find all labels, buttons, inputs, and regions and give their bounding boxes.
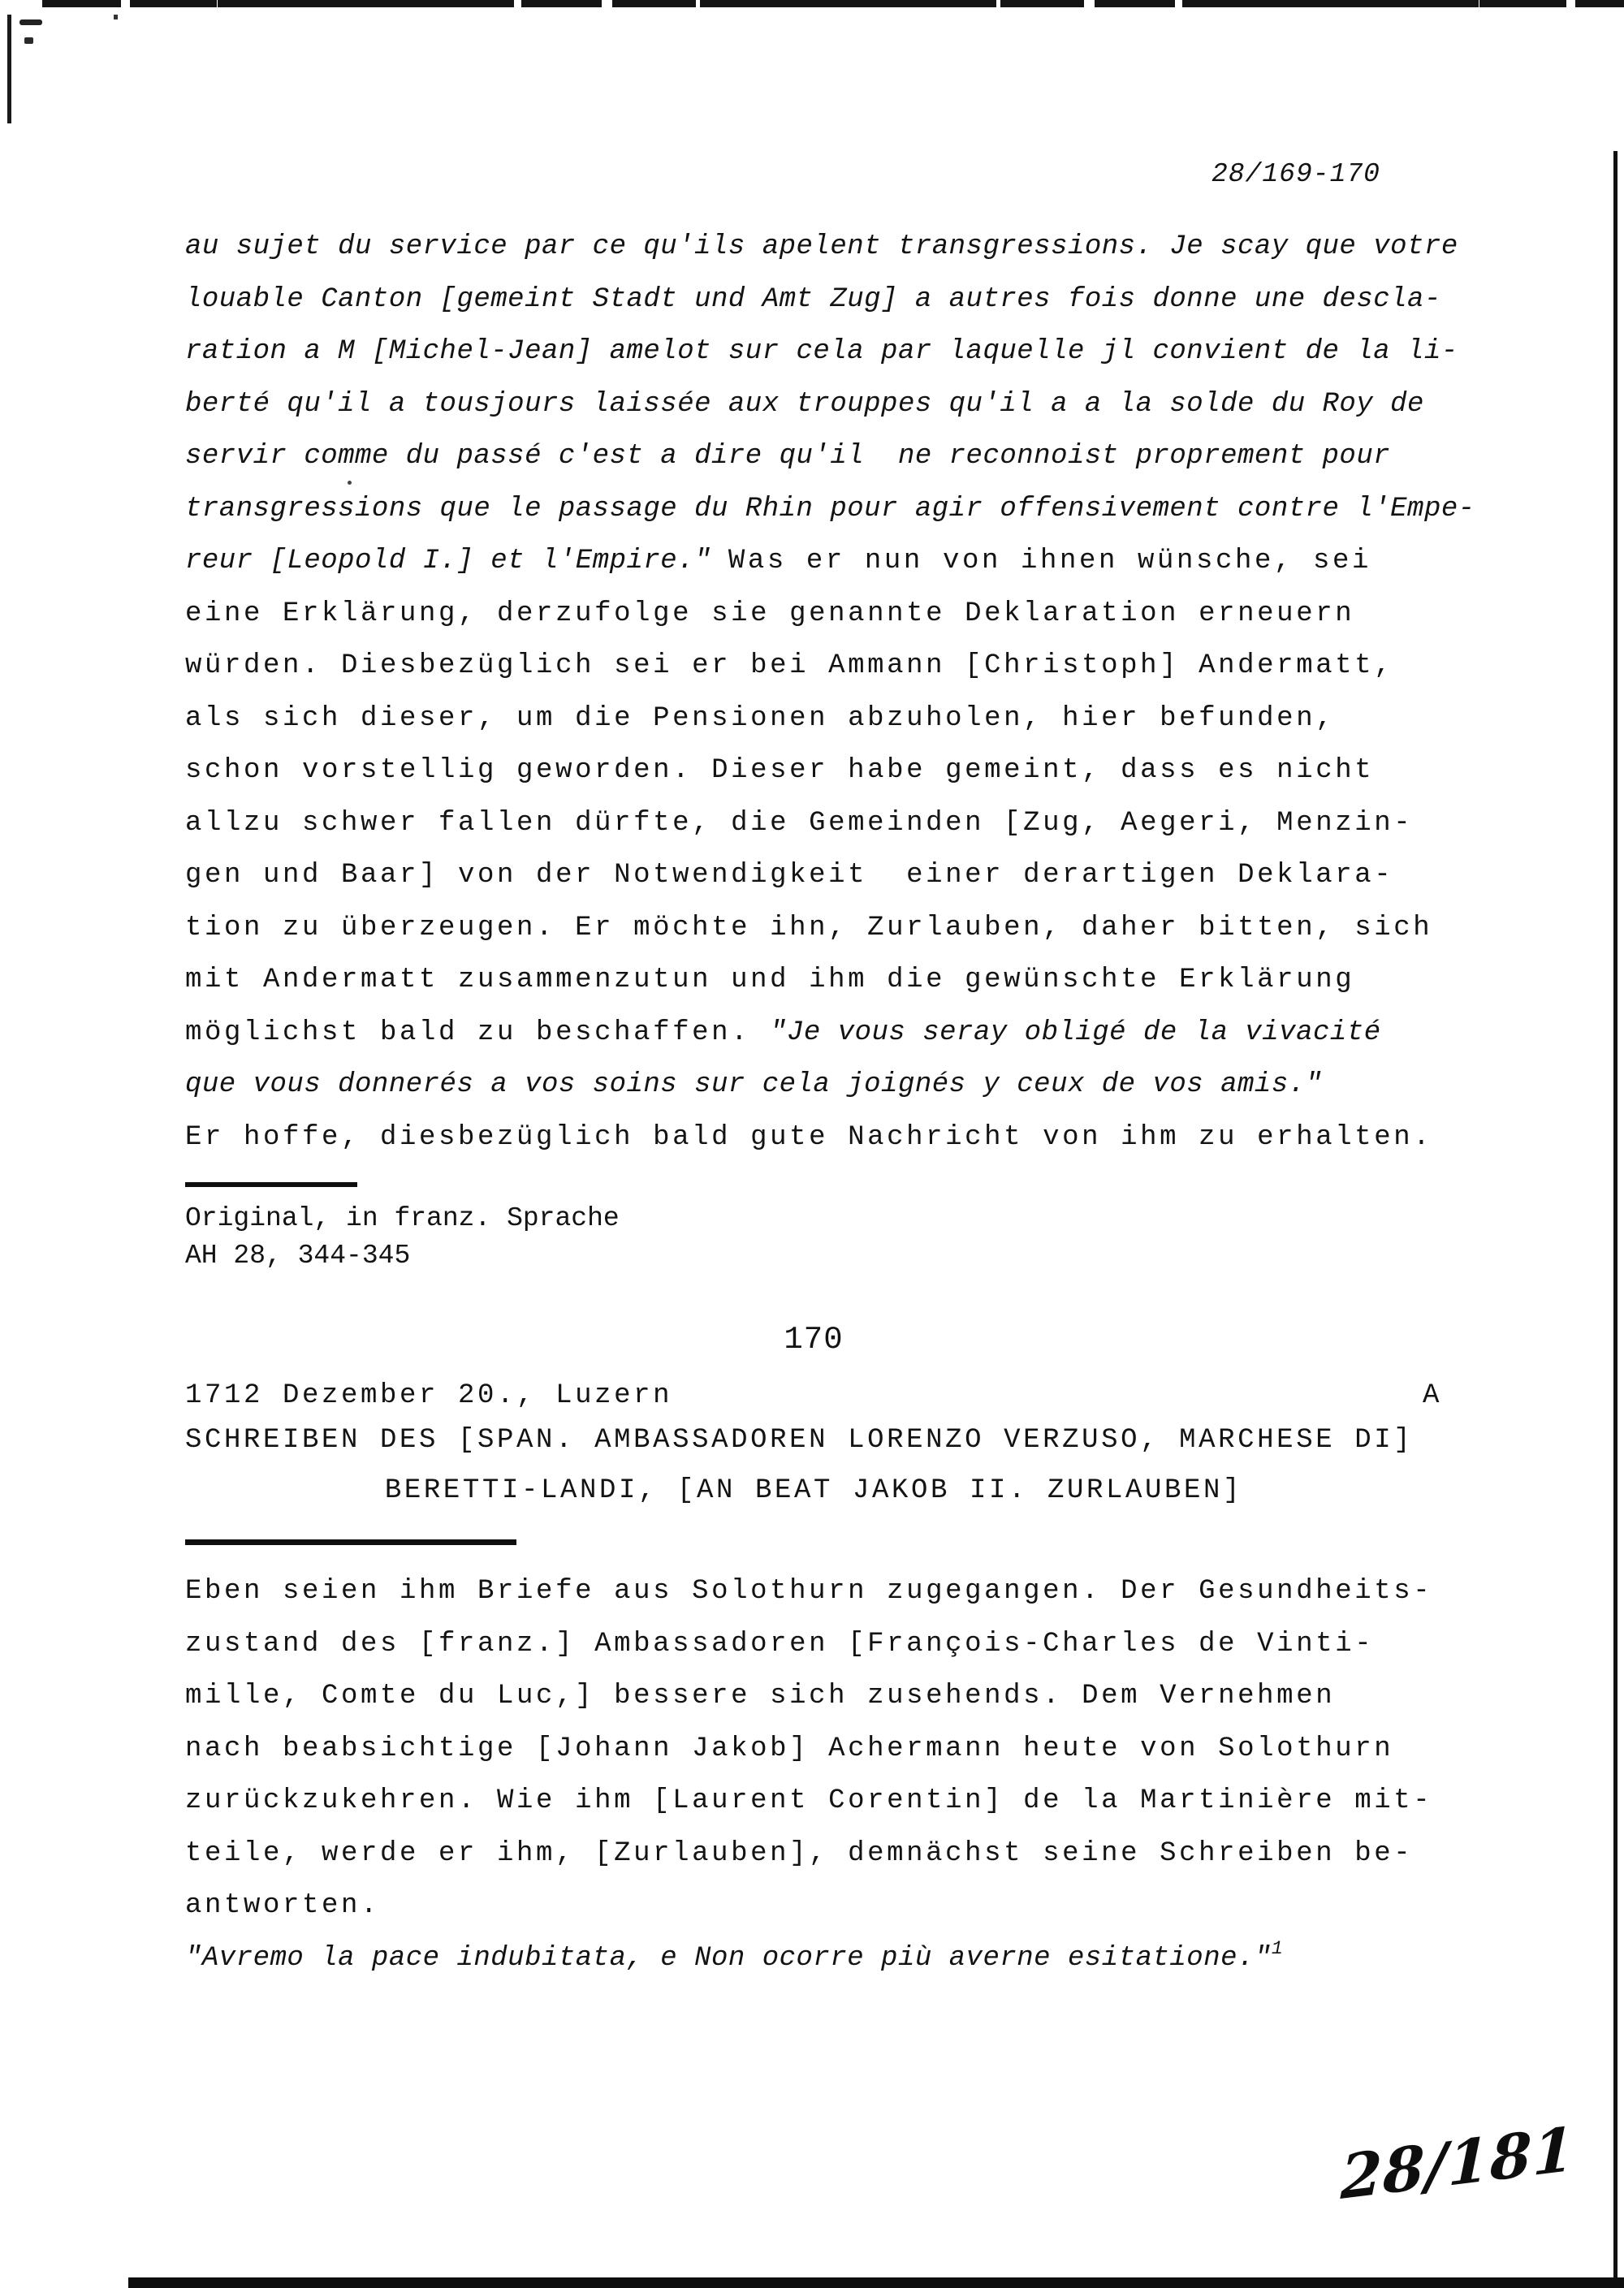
- footnote-mark: 1: [1271, 1937, 1284, 1959]
- text-line: [185, 1932, 1472, 1985]
- text-line: [185, 1112, 1472, 1164]
- text-line: [185, 745, 1472, 797]
- text-segment: "Avremo la pace indubitata, e Non ocorre più averne esitatione.": [185, 1942, 1272, 1974]
- source-note-line: Original, in franz. Sprache: [185, 1203, 620, 1233]
- scan-artifact-bottom-edge: [128, 2277, 1624, 2288]
- text-line: [185, 954, 1472, 1007]
- text-line: [185, 430, 1472, 483]
- text-segment: transgressions que le passage du Rhin pour agir offensivement contre l'Empe-: [185, 493, 1475, 525]
- text-segment: "Je vous seray obligé de la vivacité: [770, 1017, 1381, 1048]
- text-segment: antworten.: [185, 1890, 381, 1921]
- entry-number: 170: [784, 1322, 844, 1358]
- text-segment: eine Erklärung, derzufolge sie genannte Deklaration erneuern: [185, 598, 1355, 629]
- entry-169-paragraph: [185, 221, 1475, 1163]
- text-segment: Eben seien ihm Briefe aus Solothurn zugegangen. Der Gesundheits-: [185, 1576, 1433, 1607]
- text-segment: tion zu überzeugen. Er möchte ihn, Zurlauben, daher bitten, sich: [185, 912, 1433, 943]
- scan-artifact-top-edge: [42, 0, 1624, 7]
- text-line: [185, 640, 1472, 693]
- text-line: [185, 902, 1472, 955]
- text-line: [185, 1828, 1472, 1880]
- source-note: [185, 1200, 620, 1275]
- text-line: [185, 1880, 1472, 1932]
- text-line: [185, 849, 1472, 902]
- text-segment: als sich dieser, um die Pensionen abzuholen, hier befunden,: [185, 702, 1336, 734]
- marginal-letter: A: [1422, 1380, 1442, 1411]
- text-segment: zustand des [franz.] Ambassadoren [François-Charles de Vinti-: [185, 1628, 1375, 1660]
- text-line: [185, 221, 1472, 274]
- text-segment: möglichst bald zu beschaffen.: [185, 1017, 771, 1048]
- divider-rule: [185, 1182, 357, 1187]
- text-segment: zurückzukehren. Wie ihm [Laurent Corentin] de la Martinière mit-: [185, 1785, 1433, 1816]
- scan-smudge: [24, 37, 33, 44]
- entry-170-paragraph: [185, 1565, 1472, 1984]
- entry-heading-line2: BERETTI-LANDI, [AN BEAT JAKOB II. ZURLAUBEN]: [384, 1475, 1243, 1506]
- text-line: [185, 1775, 1472, 1828]
- text-segment: nach beabsichtige [Johann Jakob] Achermann heute von Solothurn: [185, 1733, 1394, 1764]
- scan-artifact-right-edge: [1613, 151, 1618, 2288]
- scan-smudge: [114, 15, 118, 19]
- text-line: [185, 274, 1472, 326]
- text-line: [185, 797, 1472, 850]
- dateline: 1712 Dezember 20., Luzern: [185, 1380, 673, 1411]
- text-line: [185, 1007, 1472, 1060]
- text-segment: mille, Comte du Luc,] bessere sich zusehends. Dem Vernehmen: [185, 1681, 1336, 1712]
- text-segment: schon vorstellig geworden. Dieser habe gemeint, dass es nicht: [185, 755, 1375, 786]
- text-segment: Was er nun von ihnen wünsche, sei: [728, 546, 1372, 576]
- handwritten-folio-number: 28/181: [1340, 2113, 1576, 2214]
- text-segment: ration a M [Michel-Jean] amelot sur cela par laquelle jl convient de la li-: [185, 336, 1458, 367]
- text-line: [185, 326, 1472, 378]
- text-segment: berté qu'il a tousjours laissée aux trouppes qu'il a a la solde du Roy de: [185, 388, 1424, 420]
- text-line: [185, 1723, 1472, 1776]
- text-line: [185, 693, 1472, 745]
- divider-rule: [185, 1539, 516, 1545]
- text-line: [185, 535, 1472, 588]
- dateline-row: [185, 1380, 1442, 1411]
- text-segment: gen und Baar] von der Notwendigkeit einer derartigen Deklara-: [185, 860, 1394, 891]
- entry-heading-line1: SCHREIBEN DES [SPAN. AMBASSADOREN LORENZO VERZUSO, MARCHESE DI]: [185, 1425, 1414, 1456]
- text-line: [185, 1565, 1472, 1618]
- text-segment: mit Andermatt zusammenzutun und ihm die gewünschte Erklärung: [185, 965, 1355, 995]
- text-segment: Er hoffe, diesbezüglich bald gute Nachricht von ihm zu erhalten.: [185, 1121, 1433, 1153]
- source-note-line: AH 28, 344-345: [185, 1241, 411, 1271]
- text-segment: würden. Diesbezüglich sei er bei Ammann [Christoph] Andermatt,: [185, 650, 1394, 681]
- text-line: [185, 1059, 1472, 1112]
- page-reference: 28/169-170: [1211, 159, 1380, 189]
- text-line: [185, 588, 1472, 641]
- text-segment: servir comme du passé c'est a dire qu'il ne reconnoist proprement pour: [185, 441, 1391, 472]
- text-line: [185, 1670, 1472, 1723]
- text-line: [185, 483, 1475, 536]
- text-segment: teile, werde er ihm, [Zurlauben], demnächst seine Schreiben be-: [185, 1837, 1414, 1869]
- text-segment: louable Canton [gemeint Stadt und Amt Zug] a autres fois donne une descla-: [185, 283, 1441, 315]
- text-segment: que vous donnerés a vos soins sur cela joignés y ceux de vos amis.": [185, 1069, 1323, 1100]
- text-line: [185, 1618, 1472, 1671]
- text-line: [185, 378, 1472, 431]
- scan-artifact-left-edge: [7, 15, 11, 123]
- text-segment: au sujet du service par ce qu'ils apelent transgressions. Je scay que votre: [185, 231, 1458, 262]
- scan-smudge: [19, 19, 42, 25]
- text-segment: reur [Leopold I.] et l'Empire.": [185, 546, 728, 576]
- text-segment: allzu schwer fallen dürfte, die Gemeinden [Zug, Aegeri, Menzin-: [185, 807, 1414, 839]
